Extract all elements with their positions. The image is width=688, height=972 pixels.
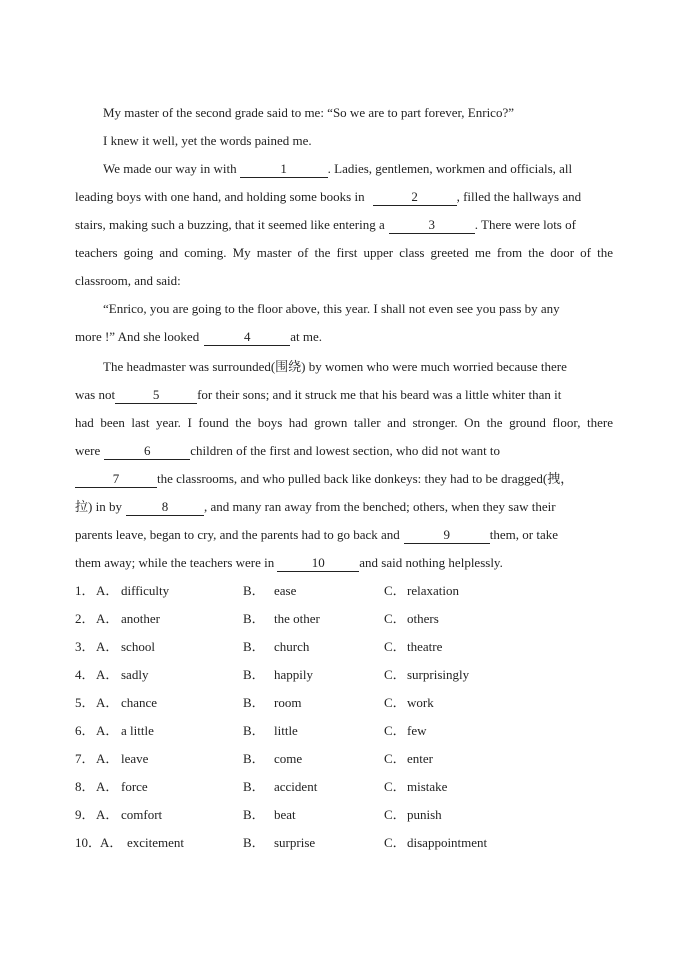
paragraph-5-line-5: 7 the classrooms, and who pulled back like donkeys: they had to be dragged(拽， [75,468,573,490]
blank-4: 4 [204,329,290,346]
option-c[interactable]: punish [407,807,442,822]
paragraph-1: My master of the second grade said to me: “So we are to part forever, Enrico?” [103,105,514,120]
option-c[interactable]: mistake [407,779,448,794]
paragraph-5-line-1: The headmaster was surrounded(围绕) by women who were much worried because there [103,359,567,374]
option-row: 8． A． force B． accident C． mistake [75,776,613,798]
option-c[interactable]: surprisingly [407,667,470,682]
paragraph-5-line-6: 拉) in by 8 , and many ran away from the benched; others, when they saw their [75,499,556,514]
blank-2: 2 [373,189,457,206]
option-b[interactable]: ease [274,583,297,598]
blank-6: 6 [104,443,190,460]
option-b[interactable]: church [274,639,310,654]
option-row: 5． A． chance B． room C． work [75,692,613,714]
option-c[interactable]: disappointment [407,835,488,850]
option-row: 3． A． school B． church C． theatre [75,636,613,658]
blank-5: 5 [115,387,197,404]
blank-10: 10 [277,555,359,572]
paragraph-2: I knew it well, yet the words pained me. [103,133,312,148]
option-b[interactable]: the other [274,611,320,626]
option-a[interactable]: another [121,611,160,626]
paragraph-3-line-5: classroom, and said: [75,273,181,288]
paragraph-3-line-4: teachers going and coming. My master of the first upper class greeted me from the door of the [75,245,613,260]
paragraph-5-line-2: was not 5 for their sons; and it struck me that his beard was a little whiter than it [75,387,562,402]
blank-7: 7 [75,471,157,488]
option-row: 7． A． leave B． come C． enter [75,748,613,770]
option-c[interactable]: enter [407,751,433,766]
option-a[interactable]: difficulty [121,583,170,598]
option-b[interactable]: beat [274,807,296,822]
paragraph-4-line-2: more !” And she looked 4 at me. [75,329,322,344]
paragraph-5-line-7: parents leave, began to cry, and the parents had to go back and 9 them, or take [75,527,558,542]
option-b[interactable]: happily [274,667,313,682]
option-a[interactable]: comfort [121,807,163,822]
option-a[interactable]: force [121,779,148,794]
blank-1: 1 [240,161,328,178]
blank-3: 3 [389,217,475,234]
option-a[interactable]: a little [121,723,154,738]
option-b[interactable]: surprise [274,835,316,850]
option-a[interactable]: leave [121,751,149,766]
option-b[interactable]: little [274,723,298,738]
paragraph-4-line-1: “Enrico, you are going to the floor above, this year. I shall not even see you pass by any [103,301,560,316]
option-row: 1． A． difficulty B． ease C． relaxation [75,580,613,602]
blank-9: 9 [404,527,490,544]
option-c[interactable]: relaxation [407,583,459,598]
blank-8: 8 [126,499,204,516]
paragraph-3-line-3: stairs, making such a buzzing, that it seemed like entering a 3 . There were lots of [75,217,576,232]
option-a[interactable]: excitement [127,835,185,850]
option-row: 4． A． sadly B． happily C． surprisingly [75,664,613,686]
option-b[interactable]: accident [274,779,318,794]
paragraph-3-line-2: leading boys with one hand, and holding some books in 2 , filled the hallways and [75,189,582,204]
option-row: 2． A． another B． the other C． others [75,608,613,630]
paragraph-5-line-4: were 6 children of the first and lowest section, who did not want to [75,443,501,458]
option-a[interactable]: chance [121,695,158,710]
paragraph-3-line-1: We made our way in with 1 . Ladies, gentlemen, workmen and officials, all [103,161,573,176]
option-c[interactable]: others [407,611,439,626]
paragraph-5-line-8: them away; while the teachers were in 10 and said nothing helplessly. [75,555,503,570]
option-c[interactable]: work [407,695,434,710]
option-b[interactable]: come [274,751,303,766]
option-c[interactable]: few [407,723,427,738]
option-c[interactable]: theatre [407,639,443,654]
option-row: 6． A． a little B． little C． few [75,720,613,742]
option-row: 10． A． excitement B． surprise C． disappointment [75,832,613,854]
option-a[interactable]: school [121,639,155,654]
option-b[interactable]: room [274,695,302,710]
option-row: 9． A． comfort B． beat C． punish [75,804,613,826]
option-a[interactable]: sadly [121,667,149,682]
paragraph-5-line-3: had been last year. I found the boys had grown taller and stronger. On the ground floor, there [75,415,613,430]
